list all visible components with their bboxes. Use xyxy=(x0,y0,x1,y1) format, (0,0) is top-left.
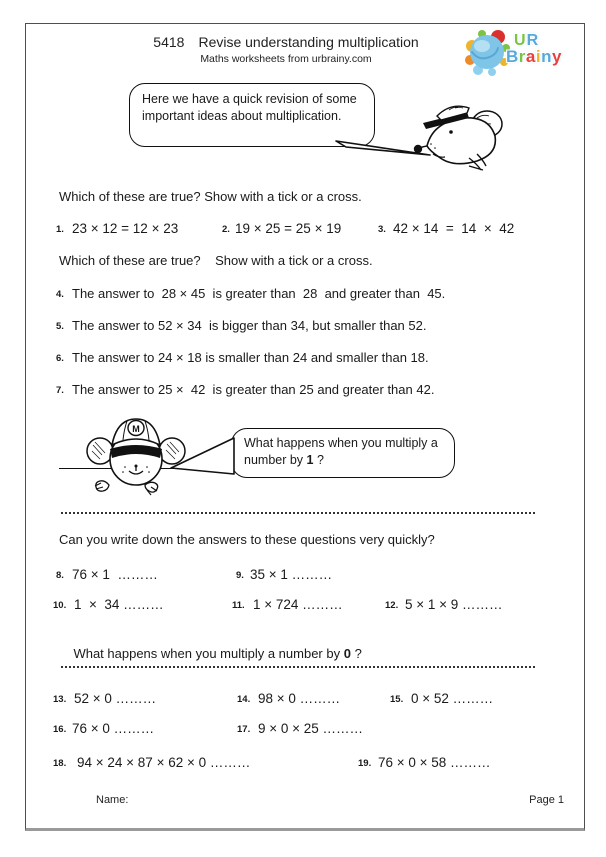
q10-num: 10. xyxy=(53,600,67,611)
q14-expr: 98 × 0 ……… xyxy=(258,691,341,706)
speech-bubble-multiply-by-1: What happens when you multiply a number by 1 ? xyxy=(231,428,455,478)
svg-text:M: M xyxy=(132,424,140,434)
q5-num: 5. xyxy=(56,321,64,332)
q12-num: 12. xyxy=(385,600,399,611)
q6-text: The answer to 24 × 18 is smaller than 24 and smaller than 18. xyxy=(72,350,429,365)
dotted-answer-line-2 xyxy=(61,666,535,668)
worksheet-code: 5418 xyxy=(153,34,185,50)
q19-expr: 76 × 0 × 58 ……… xyxy=(378,755,491,770)
speech-bubble-tail-2 xyxy=(168,432,238,478)
q2-num: 2. xyxy=(222,224,230,235)
speech-bubble-tail xyxy=(326,136,438,162)
worksheet-page xyxy=(25,23,585,831)
q14-num: 14. xyxy=(237,694,251,705)
q7-text: The answer to 25 × 42 is greater than 25 and greater than 42. xyxy=(72,382,435,397)
q15-num: 15. xyxy=(390,694,404,705)
q13-expr: 52 × 0 ……… xyxy=(74,691,157,706)
q8-expr: 76 × 1 ……… xyxy=(72,567,158,582)
logo-text-ur: UR xyxy=(514,32,540,49)
q9-num: 9. xyxy=(236,570,244,581)
q16-num: 16. xyxy=(53,724,67,735)
q3-num: 3. xyxy=(378,224,386,235)
name-label: Name: xyxy=(96,794,129,806)
page-title xyxy=(66,34,506,50)
q6-num: 6. xyxy=(56,353,64,364)
prompt-true-1: Which of these are true? Show with a tick or a cross. xyxy=(59,189,362,204)
q4-text: The answer to 28 × 45 is greater than 28 and greater than 45. xyxy=(72,286,446,301)
q10-expr: 1 × 34 ……… xyxy=(74,597,164,612)
logo-text-brainy: Brainy xyxy=(506,47,562,66)
page-subtitle: Maths worksheets from urbrainy.com xyxy=(200,53,372,65)
q7-num: 7. xyxy=(56,385,64,396)
q18-expr: 94 × 24 × 87 × 62 × 0 ……… xyxy=(77,755,251,770)
prompt-quick: Can you write down the answers to these questions very quickly? xyxy=(59,532,435,547)
dotted-answer-line-1 xyxy=(61,512,535,514)
q15-expr: 0 × 52 ……… xyxy=(411,691,494,706)
q1-expr: 23 × 12 = 12 × 23 xyxy=(72,221,179,236)
q18-num: 18. xyxy=(53,758,67,769)
q11-expr: 1 × 724 ……… xyxy=(253,597,343,612)
q9-expr: 35 × 1 ……… xyxy=(250,567,333,582)
q17-num: 17. xyxy=(237,724,251,735)
q3-expr: 42 × 14 = 14 × 42 xyxy=(393,221,515,236)
q12-expr: 5 × 1 × 9 ……… xyxy=(405,597,503,612)
q11-num: 11. xyxy=(232,600,245,611)
q8-num: 8. xyxy=(56,570,64,581)
q4-num: 4. xyxy=(56,289,64,300)
worksheet-title: Revise understanding multiplication xyxy=(198,34,419,50)
urbrainy-logo xyxy=(458,26,578,80)
q17-expr: 9 × 0 × 25 ……… xyxy=(258,721,364,736)
page-number: Page 1 xyxy=(529,794,564,806)
q2-expr: 19 × 25 = 25 × 19 xyxy=(235,221,342,236)
q16-expr: 76 × 0 ……… xyxy=(72,721,155,736)
prompt-true-2: Which of these are true? Show with a tick or a cross. xyxy=(59,253,373,268)
q1-num: 1. xyxy=(56,224,64,235)
prompt-zero: What happens when you multiply a number by 0 ? xyxy=(73,646,362,661)
speech-bubble-revision: Here we have a quick revision of some important ideas about multiplication. xyxy=(129,83,375,147)
q13-num: 13. xyxy=(53,694,67,705)
q19-num: 19. xyxy=(358,758,372,769)
q5-text: The answer to 52 × 34 is bigger than 34, but smaller than 52. xyxy=(72,318,427,333)
